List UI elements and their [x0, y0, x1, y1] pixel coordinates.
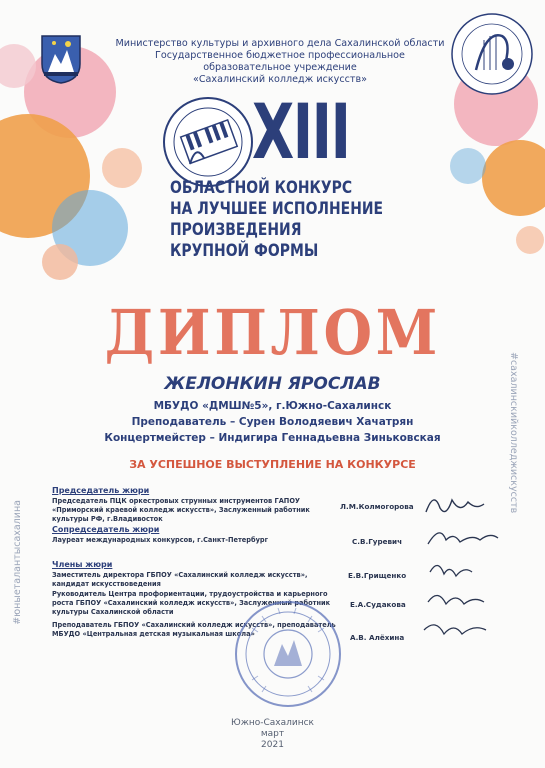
contest-emblem [160, 94, 256, 190]
jury-member-1-desc-2: кандидат искусствоведения [52, 580, 161, 588]
college-logo [446, 10, 538, 98]
signature-member-2 [428, 595, 484, 604]
header-line-2: Государственное бюджетное профессиональное [155, 50, 405, 61]
jury-member-2-name: Е.А.Судакова [350, 600, 406, 609]
jury-chair-description [52, 497, 310, 524]
contest-number: XIII [252, 87, 350, 176]
header-organization [110, 38, 450, 86]
jury-chair-desc-1: Председатель ПЦК оркестровых струнных инструментов ГАПОУ [52, 497, 301, 505]
recipient-teacher: Преподаватель – Сурен Володяевич Хачатрян [131, 416, 414, 428]
jury-member-1-desc-1: Заместитель директора ГБПОУ «Сахалинский колледж искусств», [52, 571, 308, 579]
jury-member-3-name: А.В. Алёхина [350, 633, 405, 642]
award-text: ЗА УСПЕШНОЕ ВЫСТУПЛЕНИЕ НА КОНКУРСЕ [129, 458, 416, 471]
diploma-title-text: ДИПЛОМ [104, 296, 441, 369]
contest-title [170, 178, 383, 262]
hashtag-college: #сахалинскийколледжискусств [508, 352, 519, 514]
jury-member-2-desc-3: культуры Сахалинской области [52, 608, 174, 616]
jury-cochair-heading: Сопредседатель жюри [52, 525, 160, 534]
hashtag-young-talents: #юныеталантысахалина [12, 500, 23, 625]
jury-member-2-desc-1: Руководитель Центра профориентации, трудоустройства и карьерного [52, 590, 328, 598]
jury-chair-desc-3: культуры РФ, г.Владивосток [52, 515, 163, 523]
jury-member-3-desc-2: МБУДО «Центральная детская музыкальная школа» [52, 630, 255, 638]
jury-cochair-description [52, 536, 268, 545]
issue-place-date [0, 718, 545, 751]
jury-member-2-desc-2: роста ГБПОУ «Сахалинский колледж искусств», Заслуженный работник [52, 599, 331, 607]
jury-member-1-description [52, 571, 307, 589]
official-seal [232, 598, 344, 710]
signature-cochair [428, 533, 498, 544]
recipient-school: МБУДО «ДМШ№5», г.Южно-Сахалинск [153, 400, 392, 412]
jury-member-1-name: Е.В.Грищенко [348, 571, 407, 580]
contest-title-line-4: КРУПНОЙ ФОРМЫ [170, 241, 319, 261]
jury-member-3-desc-1: Преподаватель ГБПОУ «Сахалинский колледж искусств», преподаватель [52, 621, 336, 629]
jury-chair-heading: Председатель жюри [52, 486, 150, 495]
diploma-title [0, 296, 545, 369]
signature-member-1 [430, 565, 472, 576]
jury-chair-desc-2: «Приморский краевой колледж искусств», Заслуженный работник [52, 506, 310, 514]
recipient-name: ЖЕЛОНКИН ЯРОСЛАВ [164, 374, 381, 394]
signatures [420, 488, 510, 648]
recipient-accompanist: Концертмейстер – Индигира Геннадьевна Зиньковская [104, 432, 441, 444]
jury-chair-name: Л.М.Колмогорова [340, 502, 414, 511]
contest-title-line-1: ОБЛАСТНОЙ КОНКУРС [170, 178, 353, 198]
signature-chair [426, 500, 484, 512]
jury-members-heading: Члены жюри [52, 560, 113, 569]
issue-year: 2021 [261, 740, 284, 750]
issue-month: март [260, 729, 285, 739]
header-line-4: «Сахалинский колледж искусств» [192, 74, 368, 85]
jury-cochair-name: С.В.Гуревич [352, 537, 403, 546]
header-line-3: образовательное учреждение [203, 62, 357, 73]
signature-member-3 [424, 625, 486, 634]
issue-city: Южно-Сахалинск [231, 718, 314, 728]
contest-title-line-2: НА ЛУЧШЕЕ ИСПОЛНЕНИЕ [170, 199, 384, 219]
coat-of-arms [40, 34, 82, 84]
contest-title-line-3: ПРОИЗВЕДЕНИЯ [170, 220, 302, 240]
header-line-1: Министерство культуры и архивного дела Сахалинской области [115, 38, 445, 49]
recipient-info [0, 398, 545, 446]
jury-cochair-desc-1: Лауреат международных конкурсов, г.Санкт-Петербург [52, 536, 269, 544]
